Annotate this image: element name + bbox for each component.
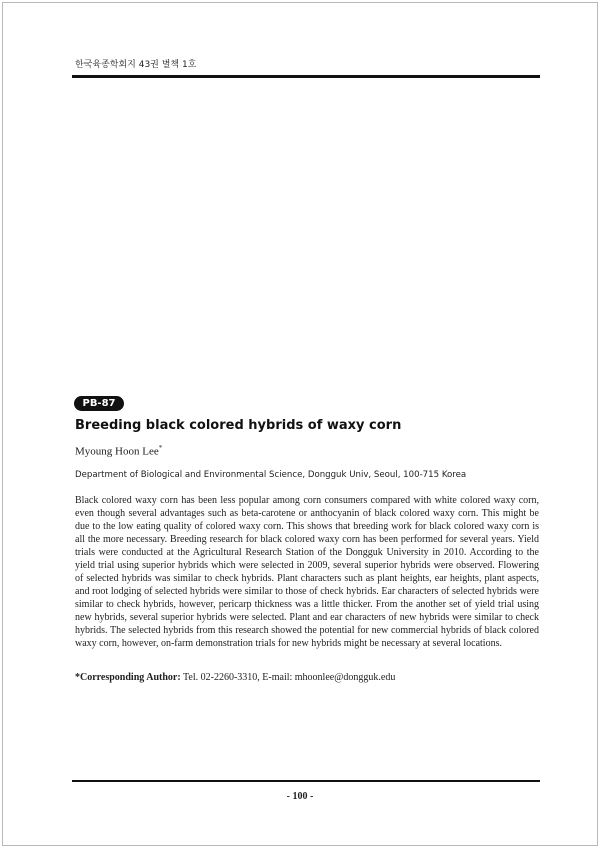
author-name: Myoung Hoon Lee [75,445,159,458]
abstract-number-badge: PB-87 [74,396,124,411]
corresponding-label: *Corresponding Author: [75,672,181,683]
corresponding-author [75,672,395,683]
journal-header: 한국육종학회지 43권 별책 1호 [75,60,197,70]
author-line [75,444,162,458]
paper-title: Breeding black colored hybrids of waxy corn [75,418,402,433]
footer-rule [72,780,540,782]
page-number: - 100 - [286,791,314,802]
header-rule [72,75,540,78]
corresponding-mark: * [158,444,163,452]
affiliation: Department of Biological and Environmental Science, Dongguk Univ, Seoul, 100-715 Korea [75,470,467,480]
abstract-body: Black colored waxy corn has been less popular among corn consumers compared with white colored waxy corn, even though several advantages such as beta-carotene or anthocyanin of black colored waxy corn. This might be due to the low eating quality of colored waxy corn. This shows that breeding work for black colored waxy corn is all the more necessary. Breeding research for black colored waxy corn has been performed for several years. Yield trials were conducted at the Agricultural Research Station of the Dongguk University in 2010. According to the yield trial using superior hybrids which were selected in 2009, several superior hybrids were observed. Flowering of selected hybrids was similar to check hybrids. Plant characters such as plant heights, ear heights, plant aspects, and root lodging of selected hybrids were similar to those of check hybrids. Ear characters of selected hybrids were similar to check hybrids, however, pericarp thickness was a little thicker. From the another set of yield trial using new hybrids, several superior hybrids were selected. Plant and ear characters of new hybrids were similar to check hybrids. The selected hybrids from this research showed the potential for new commercial hybrids of black colored waxy corn, however, on-farm demonstration trials for new hybrids might be necessary at several locations. [75,495,539,649]
corresponding-details: Tel. 02-2260-3310, E-mail: mhoonlee@dongguk.edu [183,672,396,683]
